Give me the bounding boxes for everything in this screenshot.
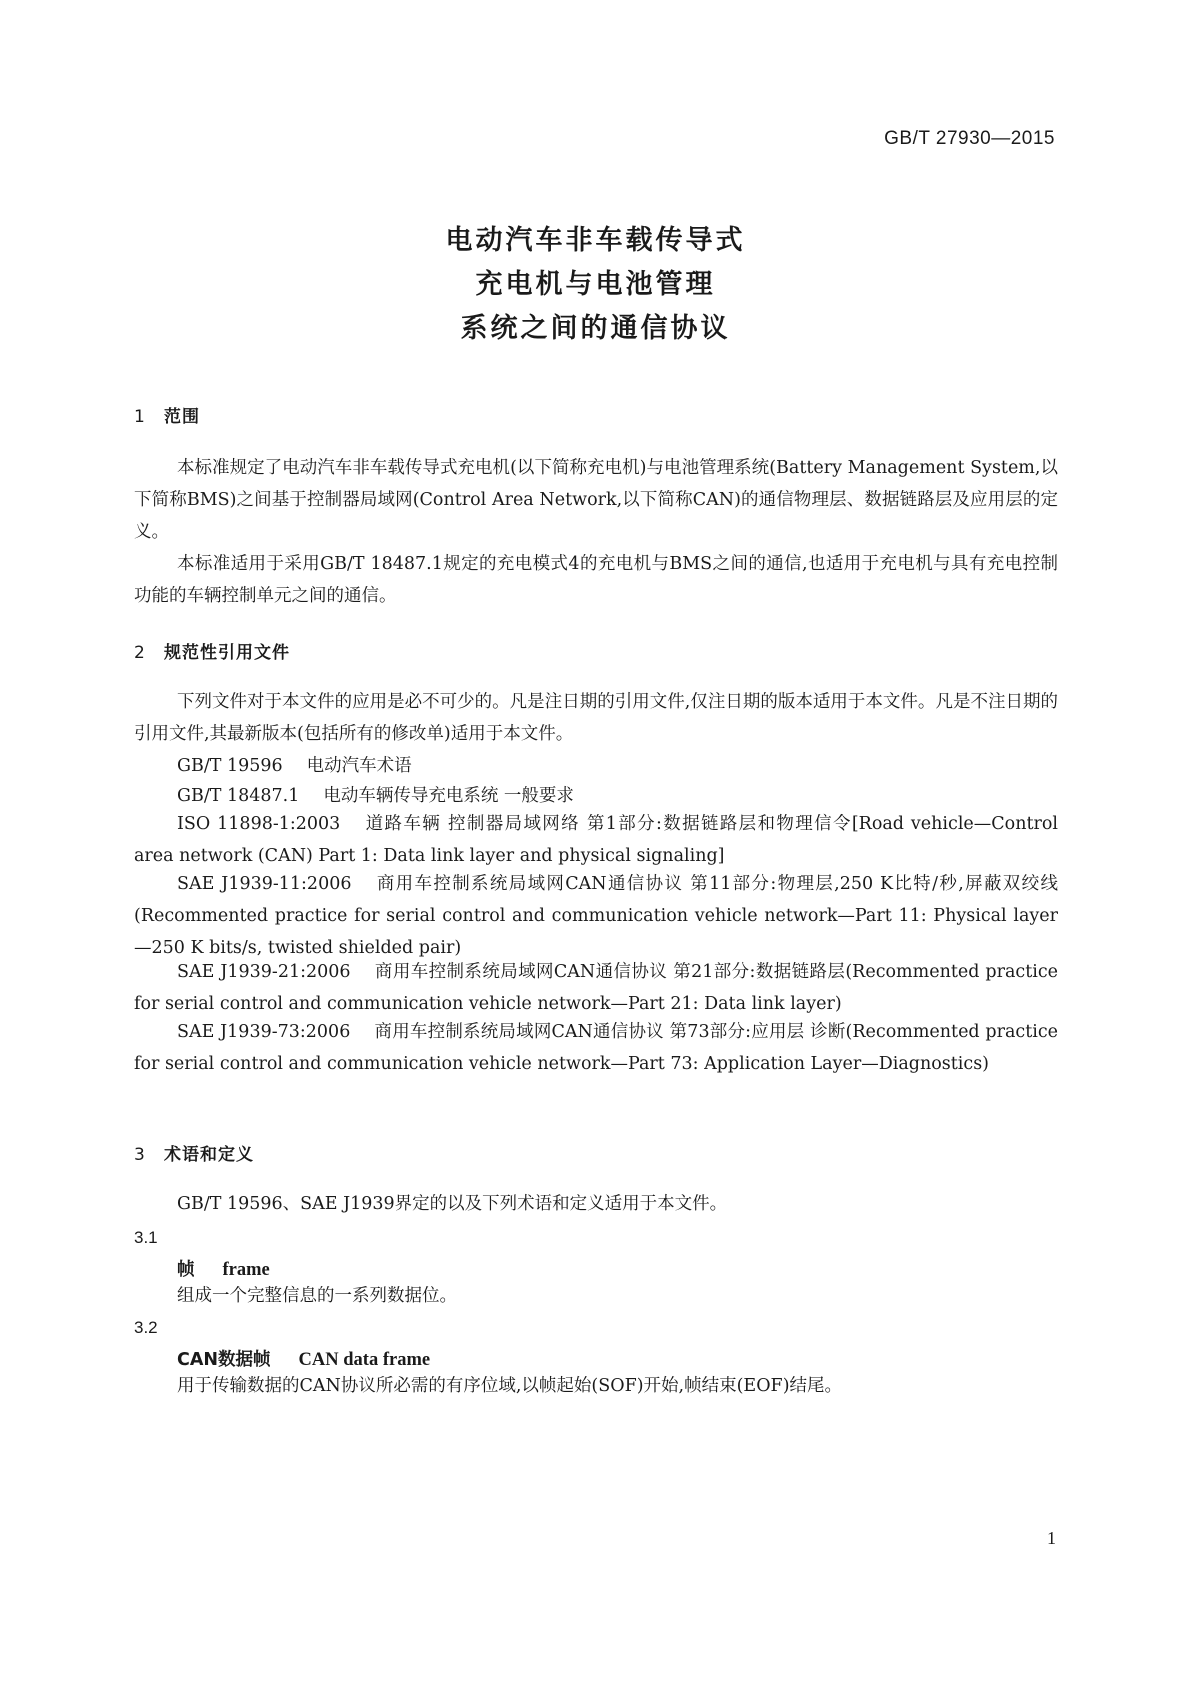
reference-item bbox=[134, 956, 1058, 1020]
reference-code: SAE J1939-73:2006 bbox=[177, 1022, 351, 1042]
document-title-line-3: 系统之间的通信协议 bbox=[460, 313, 731, 344]
term-heading bbox=[177, 1346, 430, 1371]
reference-code: GB/T 18487.1 bbox=[177, 786, 300, 806]
reference-code: SAE J1939-21:2006 bbox=[177, 962, 351, 982]
term-definition: 组成一个完整信息的一系列数据位。 bbox=[177, 1286, 457, 1306]
term-number: 3.1 bbox=[134, 1228, 158, 1247]
section-3-heading bbox=[134, 1140, 254, 1165]
term-english: frame bbox=[222, 1260, 270, 1280]
section-number: 1 bbox=[134, 407, 146, 427]
reference-item bbox=[134, 1016, 1058, 1080]
section-title: 术语和定义 bbox=[164, 1145, 254, 1165]
reference-code: GB/T 19596 bbox=[177, 756, 283, 776]
reference-title: 商用车控制系统局域网CAN通信协议 第11部分:物理层,250 K比特/秒,屏蔽双绞线(Recommented practice for serial control and communication vehicle network—Part 11: Physical layer—250 K bits/s, twisted shielded pair) bbox=[134, 874, 1058, 958]
reference-title: 电动车辆传导充电系统 一般要求 bbox=[323, 786, 574, 806]
reference-title: 电动汽车术语 bbox=[306, 756, 412, 776]
section-number: 2 bbox=[134, 643, 146, 663]
section-3-intro: GB/T 19596、SAE J1939界定的以及下列术语和定义适用于本文件。 bbox=[177, 1194, 728, 1214]
reference-title: 商用车控制系统局域网CAN通信协议 第21部分:数据链路层(Recommented practice for serial control and communication vehicle network—Part 21: Data link layer) bbox=[134, 962, 1058, 1014]
page-number: 1 bbox=[1047, 1528, 1056, 1548]
section-1-heading bbox=[134, 402, 200, 427]
term-chinese: 帧 bbox=[177, 1260, 195, 1280]
document-title-line-1: 电动汽车非车载传导式 bbox=[445, 225, 746, 256]
term-number: 3.2 bbox=[134, 1318, 158, 1337]
reference-item bbox=[134, 808, 1058, 872]
reference-code: ISO 11898-1:2003 bbox=[177, 814, 341, 834]
reference-item bbox=[134, 868, 1058, 964]
reference-code: SAE J1939-11:2006 bbox=[177, 874, 352, 894]
section-title: 规范性引用文件 bbox=[164, 643, 290, 663]
reference-title: 道路车辆 控制器局域网络 第1部分:数据链路层和物理信令[Road vehicle—Control area network (CAN) Part 1: Data link layer and physical signaling] bbox=[134, 814, 1059, 866]
section-2-heading bbox=[134, 638, 290, 663]
section-1-paragraph-2: 本标准适用于采用GB/T 18487.1规定的充电模式4的充电机与BMS之间的通信,也适用于充电机与具有充电控制功能的车辆控制单元之间的通信。 bbox=[134, 554, 1058, 606]
document-title-line-2: 充电机与电池管理 bbox=[475, 269, 716, 300]
section-number: 3 bbox=[134, 1145, 146, 1165]
reference-title: 商用车控制系统局域网CAN通信协议 第73部分:应用层 诊断(Recommented practice for serial control and communication vehicle network—Part 73: Application Layer—Diagnostics) bbox=[134, 1022, 1058, 1074]
section-title: 范围 bbox=[164, 407, 200, 427]
reference-item bbox=[134, 750, 1101, 782]
section-2-intro: 下列文件对于本文件的应用是必不可少的。凡是注日期的引用文件,仅注日期的版本适用于本文件。凡是不注日期的引用文件,其最新版本(包括所有的修改单)适用于本文件。 bbox=[134, 692, 1058, 744]
term-heading bbox=[177, 1256, 270, 1281]
standard-number: GB/T 27930—2015 bbox=[884, 128, 1055, 149]
term-definition: 用于传输数据的CAN协议所必需的有序位域,以帧起始(SOF)开始,帧结束(EOF)结尾。 bbox=[177, 1376, 843, 1396]
term-english: CAN data frame bbox=[298, 1350, 431, 1370]
term-chinese: CAN数据帧 bbox=[177, 1350, 271, 1370]
section-1-paragraph-1: 本标准规定了电动汽车非车载传导式充电机(以下简称充电机)与电池管理系统(Battery Management System,以下简称BMS)之间基于控制器局域网(Control Area Network,以下简称CAN)的通信物理层、数据链路层及应用层的定义。 bbox=[134, 458, 1058, 542]
